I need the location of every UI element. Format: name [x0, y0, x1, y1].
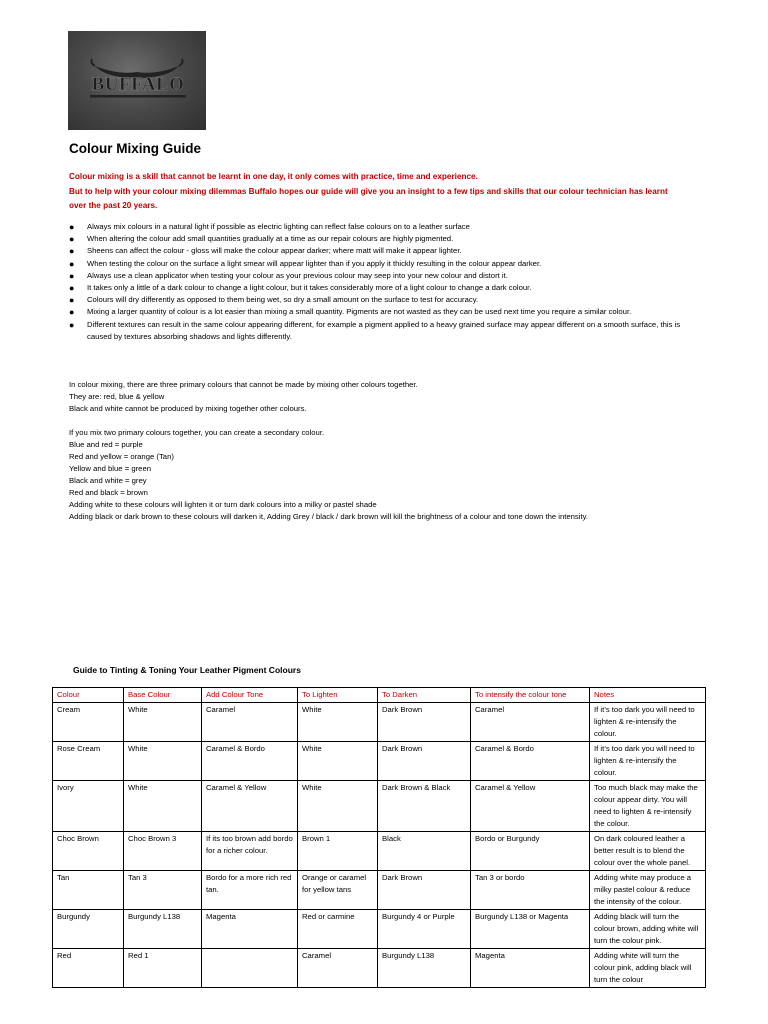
tip-text: It takes only a little of a dark colour to change a light colour, but it takes considerably more of a light colour to change a dark colour.: [87, 283, 532, 293]
text-line: Black and white cannot be produced by mixing together other colours.: [69, 404, 307, 413]
table-cell: Tan: [53, 871, 124, 910]
header-cell: To Lighten: [298, 688, 378, 703]
table-row: [53, 703, 706, 742]
table-cell: Bordo for a more rich red tan.: [202, 871, 298, 910]
bullet-icon: ●: [69, 295, 75, 306]
table-cell: Black: [378, 832, 471, 871]
table-row: [53, 910, 706, 949]
tip-text: When altering the colour add small quantities gradually at a time as our repair colours are highly pigmented.: [87, 234, 454, 244]
tip-item: [69, 282, 699, 294]
table-cell: Brown 1: [298, 832, 378, 871]
table-cell: Burgundy: [53, 910, 124, 949]
table-cell: Choc Brown 3: [124, 832, 202, 871]
text-line: Red and black = brown: [69, 488, 148, 497]
intro-paragraph: [69, 170, 709, 214]
tip-text: Always mix colours in a natural light if possible as electric lighting can reflect false colours on to a leather surface: [87, 222, 470, 231]
table-cell: Dark Brown: [378, 703, 471, 742]
table-cell: Dark Brown: [378, 742, 471, 781]
table-row: [53, 871, 706, 910]
colour-guide-table: [52, 687, 706, 988]
table-cell: Tan 3: [124, 871, 202, 910]
tip-item: [69, 245, 699, 257]
table-cell: If its too brown add bordo for a richer colour.: [202, 832, 298, 871]
table-cell: White: [298, 781, 378, 832]
table-cell: Rose Cream: [53, 742, 124, 781]
table-cell: Red 1: [124, 949, 202, 988]
text-line: They are: red, blue & yellow: [69, 392, 165, 401]
table-row: [53, 781, 706, 832]
bullet-icon: ●: [69, 258, 75, 269]
table-cell: White: [124, 703, 202, 742]
table-cell: On dark coloured leather a better result is to blend the colour over the whole panel.: [590, 832, 706, 871]
table-cell: Cream: [53, 703, 124, 742]
bullet-icon: ●: [69, 307, 75, 318]
bullet-icon: ●: [69, 319, 75, 330]
table-cell: White: [124, 781, 202, 832]
text-line: Blue and red = purple: [69, 440, 143, 449]
table-cell: If it’s too dark you will need to lighten & re-intensify the colour.: [590, 703, 706, 742]
table-cell: White: [298, 742, 378, 781]
table-cell: Caramel & Yellow: [202, 781, 298, 832]
intro-line: over the past 20 years.: [69, 201, 158, 210]
tip-text: Always use a clean applicator when testing your colour as your previous colour may seep into your new colour and distort it.: [87, 270, 508, 280]
table-cell: Burgundy L138: [378, 949, 471, 988]
table-cell: Red or carmine: [298, 910, 378, 949]
tip-item: [69, 306, 699, 318]
table-cell: Choc Brown: [53, 832, 124, 871]
bullet-icon: ●: [69, 283, 75, 294]
tip-item: [69, 319, 699, 343]
header-cell: Base Colour: [124, 688, 202, 703]
table-cell: Red: [53, 949, 124, 988]
header-cell: Add Colour Tone: [202, 688, 298, 703]
table-row: [53, 742, 706, 781]
text-line: Adding white to these colours will lighten it or turn dark colours into a milky or pastel shade: [69, 500, 377, 509]
table-cell: If it’s too dark you will need to lighten & re-intensify the colour.: [590, 742, 706, 781]
header-cell: To intensify the colour tone: [471, 688, 590, 703]
table-cell: Magenta: [202, 910, 298, 949]
text-line: In colour mixing, there are three primary colours that cannot be made by mixing other colours together.: [69, 380, 418, 389]
table-title: Guide to Tinting & Toning Your Leather Pigment Colours: [73, 665, 301, 675]
tip-text: When testing the colour on the surface a light smear will appear lighter than if you apply it thickly resulting in the colour appear darker.: [87, 258, 542, 268]
header-cell: Notes: [590, 688, 706, 703]
table-cell: Burgundy L138 or Magenta: [471, 910, 590, 949]
table-cell: Caramel & Bordo: [202, 742, 298, 781]
tip-item: [69, 221, 699, 233]
tip-text: Sheens can affect the colour - gloss will make the colour appear darker; where matt will make it appear lighter.: [87, 246, 462, 256]
text-line: Yellow and blue = green: [69, 464, 151, 473]
tip-text: Colours will dry differently as opposed to them being wet, so dry a small amount on the surface to test for accuracy.: [87, 295, 479, 305]
logo-wordmark: BUFFALO: [91, 74, 185, 95]
tip-text: Mixing a larger quantity of colour is a lot easier than mixing a small quantity. Pigments are not wasted as they can be used next time you require a similar colour.: [87, 307, 632, 317]
table-cell: Dark Brown: [378, 871, 471, 910]
bullet-icon: ●: [69, 246, 75, 257]
table-cell: Too much black may make the colour appear dirty. You will need to lighten & re-intensify the colour.: [590, 781, 706, 832]
table-cell: Caramel: [202, 703, 298, 742]
table-cell: [202, 949, 298, 988]
page-title: Colour Mixing Guide: [69, 141, 201, 156]
tip-item: [69, 294, 699, 306]
table-cell: Magenta: [471, 949, 590, 988]
bullet-icon: ●: [69, 270, 75, 281]
tips-list: [69, 221, 699, 343]
header-cell: To Darken: [378, 688, 471, 703]
secondary-colours-section: [69, 427, 709, 523]
table-cell: White: [298, 703, 378, 742]
tip-item: [69, 258, 699, 270]
text-line: Black and white = grey: [69, 476, 147, 485]
table-cell: Caramel & Yellow: [471, 781, 590, 832]
buffalo-logo: [68, 31, 206, 130]
table-cell: Caramel & Bordo: [471, 742, 590, 781]
bullet-icon: ●: [69, 222, 75, 232]
table-row: [53, 949, 706, 988]
table-cell: Caramel: [298, 949, 378, 988]
table-cell: Adding white may produce a milky pastel colour & reduce the intensity of the colour.: [590, 871, 706, 910]
table-cell: Burgundy 4 or Purple: [378, 910, 471, 949]
intro-line: Colour mixing is a skill that cannot be learnt in one day, it only comes with practice, time and experience.: [69, 172, 478, 181]
table-cell: Adding white will turn the colour pink, adding black will turn the colour: [590, 949, 706, 988]
table-row: [53, 832, 706, 871]
bullet-icon: ●: [69, 234, 75, 245]
table-cell: Adding black will turn the colour brown, adding white will turn the colour pink.: [590, 910, 706, 949]
tip-item: [69, 270, 699, 282]
table-cell: Tan 3 or bordo: [471, 871, 590, 910]
intro-line: But to help with your colour mixing dilemmas Buffalo hopes our guide will give you an insight to a few tips and skills that our colour technician has learnt: [69, 186, 668, 196]
table-cell: Ivory: [53, 781, 124, 832]
table-cell: Bordo or Burgundy: [471, 832, 590, 871]
table-header-row: [53, 688, 706, 703]
text-line: Adding black or dark brown to these colours will darken it, Adding Grey / black / dark brown will kill the brightness of a colour and tone down the intensity.: [69, 512, 589, 521]
primary-colours-section: [69, 379, 709, 415]
table-cell: Orange or caramel for yellow tans: [298, 871, 378, 910]
table-cell: Burgundy L138: [124, 910, 202, 949]
table-cell: Dark Brown & Black: [378, 781, 471, 832]
tip-text: Different textures can result in the same colour appearing different, for example a pigment applied to a heavy grained surface may appear different on a smooth surface, this is caused by textures absorbing shadows and lights differently.: [87, 319, 681, 341]
tip-item: [69, 233, 699, 245]
text-line: If you mix two primary colours together, you can create a secondary colour.: [69, 428, 325, 437]
table-cell: Caramel: [471, 703, 590, 742]
text-line: Red and yellow = orange (Tan): [69, 452, 174, 461]
table-cell: White: [124, 742, 202, 781]
header-cell: Colour: [53, 688, 124, 703]
